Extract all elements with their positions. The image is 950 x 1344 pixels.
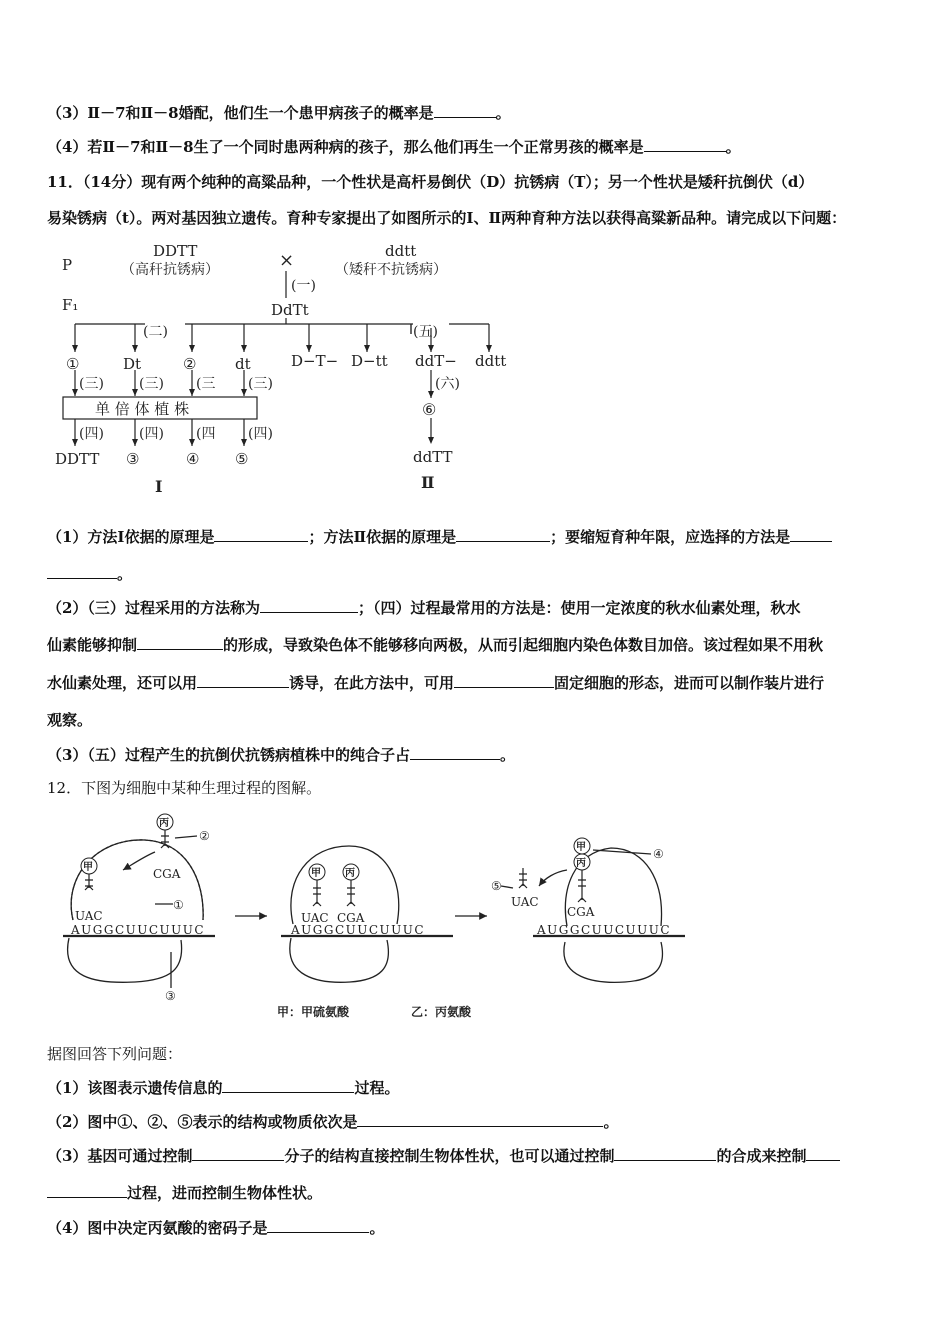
- answer-blank[interactable]: [644, 137, 726, 152]
- q11-part1-line1: （1）方法Ⅰ依据的原理是 ；方法Ⅱ依据的原理是 ；要缩短育种年限，应选择的方法是: [47, 527, 832, 547]
- step-four-2: (四): [139, 426, 164, 442]
- q11-part2-line2: 仙素能够抑制 的形成，导致染色体不能够移向两极，从而引起细胞内染色体数目加倍。该过程如果不用秋: [47, 636, 824, 654]
- q12-part3-line1: （3）基因可通过控制 分子的结构直接控制生物体性状，也可以通过控制 的合成来控制: [47, 1146, 840, 1166]
- answer-blank[interactable]: [434, 103, 496, 118]
- q12-part3-line2: 过程，进而控制生物体性状。: [47, 1183, 322, 1203]
- step-three-2: (三): [139, 376, 164, 392]
- q10-part3: （3）Ⅱ－7和Ⅱ－8婚配，他们生一个患甲病孩子的概率是 。: [47, 104, 511, 122]
- label-3: ③: [165, 989, 176, 1003]
- parent2-genotype: ddtt: [385, 242, 417, 260]
- method-one-label: Ⅰ: [155, 477, 163, 496]
- answer-blank[interactable]: [806, 1146, 840, 1161]
- q11-intro-line1: 11．（14分）现有两个纯种的高粱品种，一个性状是高杆易倒伏（D）抗锈病（T）；另一个性状是矮秆抗倒伏（d）: [47, 173, 814, 191]
- answer-blank[interactable]: [267, 1218, 369, 1233]
- answer-blank[interactable]: [47, 1183, 127, 1198]
- step-four-1: (四): [79, 426, 104, 442]
- step-three-3: (三: [196, 376, 216, 392]
- circle-six: ⑥: [422, 400, 437, 419]
- label-1: ①: [173, 898, 184, 912]
- q11-part2-line3: 水仙素处理，还可以用 诱导，在此方法中，可用 固定细胞的形态，进而可以制作装片进行: [47, 674, 825, 692]
- answer-blank[interactable]: [454, 673, 554, 688]
- parent1-note: （高秆抗锈病）: [121, 262, 219, 278]
- panel2-anticodon-1: UAC: [301, 911, 329, 925]
- panel3-mrna: AUGGCUUCUUUC: [537, 923, 672, 937]
- f1-label: F₁: [62, 296, 79, 314]
- label-5: ⑤: [491, 879, 502, 893]
- p-label: P: [62, 256, 73, 274]
- result-2: ③: [126, 450, 140, 468]
- result-4: ⑤: [235, 450, 249, 468]
- step-four-4: (四): [248, 426, 273, 442]
- panel3-anticodon-1: UAC: [511, 895, 539, 909]
- label-2: ②: [199, 829, 210, 843]
- parent2-note: （矮秆不抗锈病）: [335, 262, 447, 278]
- step-four-3: (四: [196, 426, 216, 442]
- q12-part4: （4）图中决定丙氨酸的密码子是 。: [47, 1219, 385, 1237]
- result-1: DDTT: [55, 450, 100, 468]
- step-two: (二): [143, 324, 168, 340]
- method-two-label: Ⅱ: [421, 473, 435, 492]
- panel2-jia: 甲: [311, 868, 321, 879]
- q11-part1-line2: 。: [47, 564, 132, 584]
- legend-yi: 乙：丙氨酸: [411, 1005, 472, 1019]
- answer-blank[interactable]: [197, 673, 289, 688]
- legend-jia: 甲：甲硫氨酸: [277, 1005, 350, 1019]
- step-six: (六): [435, 376, 460, 392]
- answer-blank[interactable]: [614, 1146, 716, 1161]
- answer-blank[interactable]: [192, 1146, 284, 1161]
- answer-blank[interactable]: [137, 635, 223, 650]
- gamete-4: dt: [235, 355, 251, 373]
- panel2-anticodon-2: CGA: [337, 911, 365, 925]
- answer-blank[interactable]: [47, 564, 117, 579]
- haploid-label: 单 倍 体 植 株: [95, 400, 190, 418]
- panel1-jia: 甲: [83, 862, 93, 873]
- parent1-genotype: DDTT: [153, 242, 198, 260]
- panel1-mrna: AUGGCUUCUUUC: [71, 923, 206, 937]
- q11-intro-line2: 易染锈病（t）。两对基因独立遗传。育种专家提出了如图所示的Ⅰ、Ⅱ两种育种方法以获得高粱新品种。请完成以下问题：: [47, 209, 847, 227]
- q12-lead: 据图回答下列问题：: [47, 1045, 183, 1063]
- panel3-bing: 丙: [576, 858, 586, 869]
- f2-4: ddtt: [475, 352, 507, 370]
- answer-blank[interactable]: [214, 527, 308, 542]
- answer-blank[interactable]: [222, 1078, 354, 1093]
- q12-part1: （1）该图表示遗传信息的 过程。: [47, 1079, 400, 1097]
- gamete-3: ②: [183, 355, 197, 373]
- step-one: (一): [291, 278, 316, 294]
- result-3: ④: [186, 450, 200, 468]
- answer-blank[interactable]: [456, 527, 550, 542]
- step-three-4: (三): [248, 376, 273, 392]
- step-three-1: (三): [79, 376, 104, 392]
- panel3-anticodon-2: CGA: [567, 905, 595, 919]
- label-4: ④: [653, 847, 664, 861]
- final-genotype: ddTT: [413, 448, 453, 466]
- f2-3: ddT−: [415, 352, 457, 370]
- gamete-2: Dt: [123, 355, 142, 373]
- q10-part4: （4）若Ⅱ－7和Ⅱ－8生了一个同时患两种病的孩子，那么他们再生一个正常男孩的概率是 。: [47, 138, 741, 156]
- panel1-anticodon-2: CGA: [153, 867, 181, 881]
- answer-blank[interactable]: [790, 527, 832, 542]
- f2-2: D−tt: [351, 352, 388, 370]
- answer-blank[interactable]: [410, 745, 500, 760]
- f1-genotype: DdTt: [271, 301, 309, 319]
- panel2-bing: 丙: [345, 868, 355, 879]
- q11-part2-line1: （2）（三）过程采用的方法称为 ；（四）过程最常用的方法是：使用一定浓度的秋水仙素处理，秋水: [47, 599, 801, 617]
- answer-blank[interactable]: [357, 1112, 603, 1127]
- q11-part2-line4: 观察。: [47, 711, 93, 729]
- panel2-mrna: AUGGCUUCUUUC: [291, 923, 426, 937]
- answer-blank[interactable]: [260, 598, 358, 613]
- panel3-jia: 甲: [576, 842, 586, 853]
- step-five: (五): [413, 324, 438, 340]
- translation-diagram: [55, 808, 695, 1030]
- cross-symbol: ×: [279, 250, 295, 271]
- q12-intro: 12．下图为细胞中某种生理过程的图解。: [47, 779, 322, 797]
- q11-part3: （3）（五）过程产生的抗倒伏抗锈病植株中的纯合子占 。: [47, 746, 515, 764]
- gamete-1: ①: [66, 355, 80, 373]
- panel1-bing: 丙: [159, 818, 169, 829]
- q12-part2: （2）图中①、②、⑤表示的结构或物质依次是 。: [47, 1113, 619, 1131]
- breeding-diagram: [55, 238, 535, 500]
- panel1-anticodon-1: UAC: [75, 909, 103, 923]
- f2-1: D−T−: [291, 352, 339, 370]
